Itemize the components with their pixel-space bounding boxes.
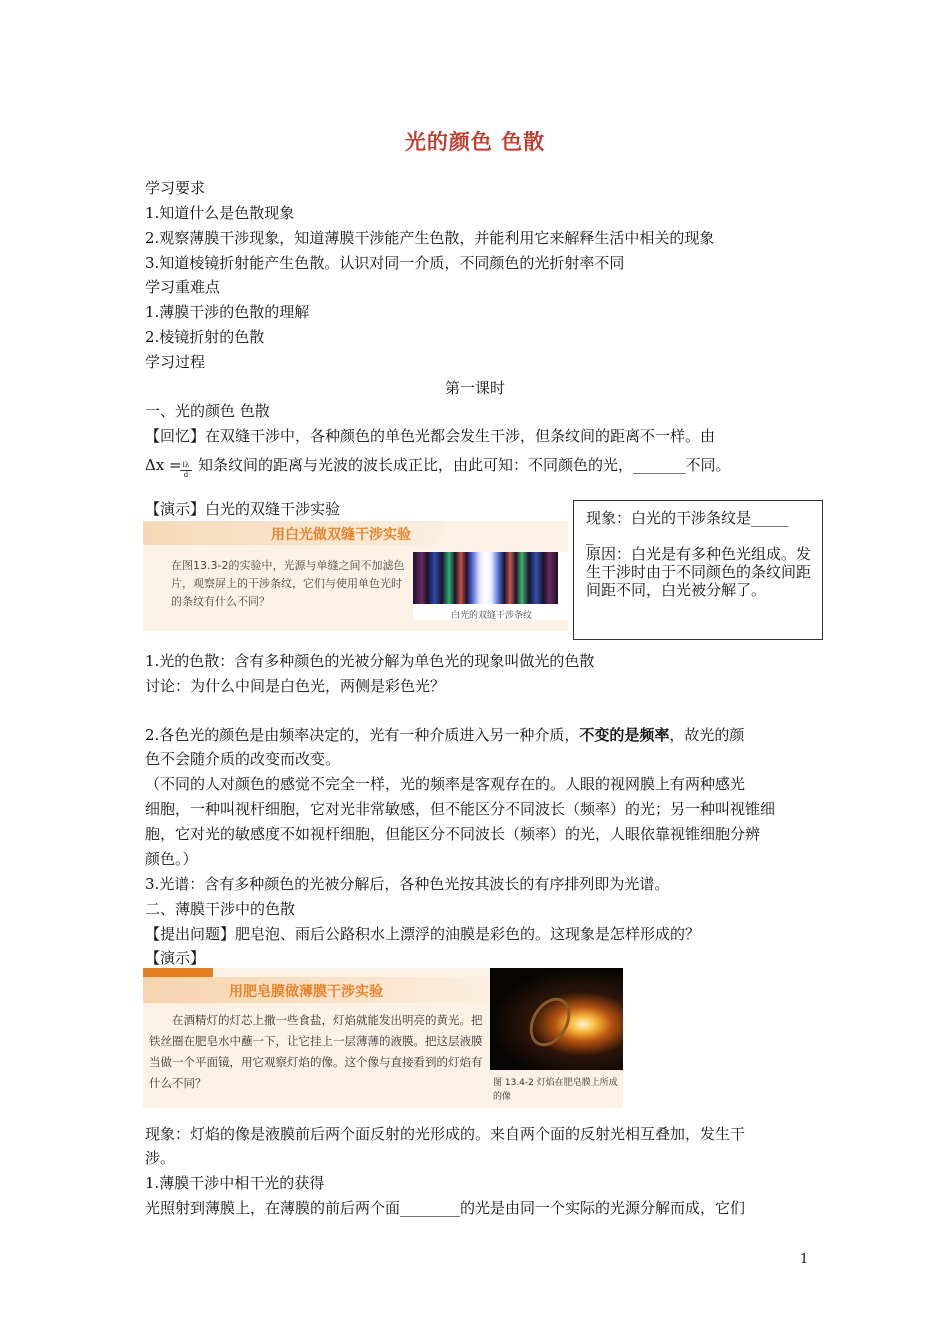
frequency-paragraph (145, 725, 744, 745)
figure-header-text: 用白光做双缝干涉实验 (271, 527, 411, 543)
recall-text-2: 知条纹间的距离与光波的波长成正比，由此可知：不同颜色的光，_______不同。 (198, 456, 731, 474)
lesson-label: 第一课时 (444, 379, 505, 397)
frequency-text-a: 2.各色光的颜色是由频率决定的，光有一种介质进入另一种介质， (145, 726, 580, 744)
figure-text: 在图13.3-2的实验中，光源与单缝之间不加滤色片，观察屏上的干涉条纹，它们与使用单色光时的条纹有什么不同？ (171, 559, 405, 608)
retina-text-4: 颜色。） (145, 850, 198, 868)
coherent-light-text: 光照射到薄膜上，在薄膜的前后两个面________的光是由同一个实际的光源分解而成，它们 (145, 1199, 746, 1217)
demo-2-heading: 【演示】 (145, 949, 206, 967)
soap-film-figure (143, 968, 623, 1108)
flame-photo (490, 968, 623, 1070)
coherent-light-heading: 1.薄膜干涉中相干光的获得 (145, 1174, 325, 1192)
phenomenon-blank: _ (586, 527, 594, 545)
retina-text-3: 胞，它对光的敏感度不如视杆细胞，但能区分不同波长（频率）的光，人眼依靠视锥细胞分辨 (145, 825, 761, 843)
phenomenon-line: 现象：白光的干涉条纹是_____ (586, 509, 789, 527)
formula-fraction (180, 461, 192, 480)
figure-text: 在酒精灯的灯芯上撒一些食盐，灯焰就能发出明亮的黄光。把铁丝圈在肥皂水中蘸一下，让它挂上一层薄薄的液膜。把这层液膜当做一个平面镜，用它观察灯焰的像。这个像与直接看到的灯焰有什么不同？ (149, 1013, 483, 1090)
formula-denominator: d (183, 471, 189, 479)
req-item-2: 2.观察薄膜干涉现象，知道薄膜干涉能产生色散，并能利用它来解释生活中相关的现象 (145, 229, 715, 247)
phenomenon-text-1: 现象：灯焰的像是液膜前后两个面反射的光形成的。来自两个面的反射光相互叠加，发生干 (145, 1125, 746, 1143)
section-1-heading: 一、光的颜色 色散 (145, 402, 270, 420)
figure-header (143, 521, 443, 545)
phenomenon-text-2: 涉。 (145, 1149, 176, 1167)
frequency-text-d: 色不会随介质的改变而改变。 (145, 750, 341, 768)
page-title: 光的颜色 色散 (404, 129, 546, 154)
frequency-text-c: ，故光的颜 (669, 726, 745, 744)
formula-lhs: Δx = (145, 456, 182, 474)
key-item-1: 1.薄膜干涉的色散的理解 (145, 303, 310, 321)
recall-text: 【回忆】在双缝干涉中，各种颜色的单色光都会发生干涉，但条纹间的距离不一样。由 (145, 427, 716, 445)
wire-ring (521, 990, 578, 1053)
reason-text: 原因：白光是有多种色光组成。发生干涉时由于不同颜色的条纹间距间距不同，白光被分解了。 (586, 545, 812, 599)
dispersion-definition: 1.光的色散：含有多种颜色的光被分解为单色光的现象叫做光的色散 (145, 652, 595, 670)
process-heading: 学习过程 (145, 353, 206, 371)
interference-fringes-image (413, 552, 568, 620)
discussion-text: 讨论：为什么中间是白色光，两侧是彩色光？ (145, 677, 446, 695)
section-2-heading: 二、薄膜干涉中的色散 (145, 900, 296, 918)
formula-numerator: lλ (180, 461, 192, 471)
demo-1-heading: 【演示】白光的双缝干涉实验 (145, 500, 341, 518)
fringe-caption: 白光的双缝干涉条纹 (451, 611, 533, 621)
figure-tab (143, 968, 213, 977)
page-number: 1 (800, 1252, 809, 1267)
figure-caption: 图 13.4-2 灯焰在肥皂膜上所成的像 (493, 1078, 618, 1102)
key-item-2: 2.棱镜折射的色散 (145, 328, 265, 346)
fringe-bands (413, 552, 558, 604)
key-heading: 学习重难点 (145, 278, 221, 296)
frequency-emphasis: 不变的是频率 (579, 726, 670, 744)
req-item-3: 3.知道棱镜折射能产生色散。认识对同一介质，不同颜色的光折射率不同 (145, 254, 625, 272)
double-slit-figure (143, 521, 568, 631)
phenomenon-box (573, 500, 823, 640)
question-text: 【提出问题】肥皂泡、雨后公路积水上漂浮的油膜是彩色的。这现象是怎样形成的？ (145, 925, 701, 943)
retina-text-2: 细胞，一种叫视杆细胞，它对光非常敏感，但不能区分不同波长（频率）的光；另一种叫视锥细 (145, 800, 776, 818)
retina-text-1: （不同的人对颜色的感觉不完全一样，光的频率是客观存在的。人眼的视网膜上有两种感光 (145, 775, 746, 793)
req-heading: 学习要求 (145, 179, 206, 197)
figure-header (143, 977, 488, 1003)
figure-header-text: 用肥皂膜做薄膜干涉实验 (229, 984, 383, 1000)
req-item-1: 1.知道什么是色散现象 (145, 204, 295, 222)
spectrum-definition: 3.光谱：含有多种颜色的光被分解后，各种色光按其波长的有序排列即为光谱。 (145, 875, 670, 893)
